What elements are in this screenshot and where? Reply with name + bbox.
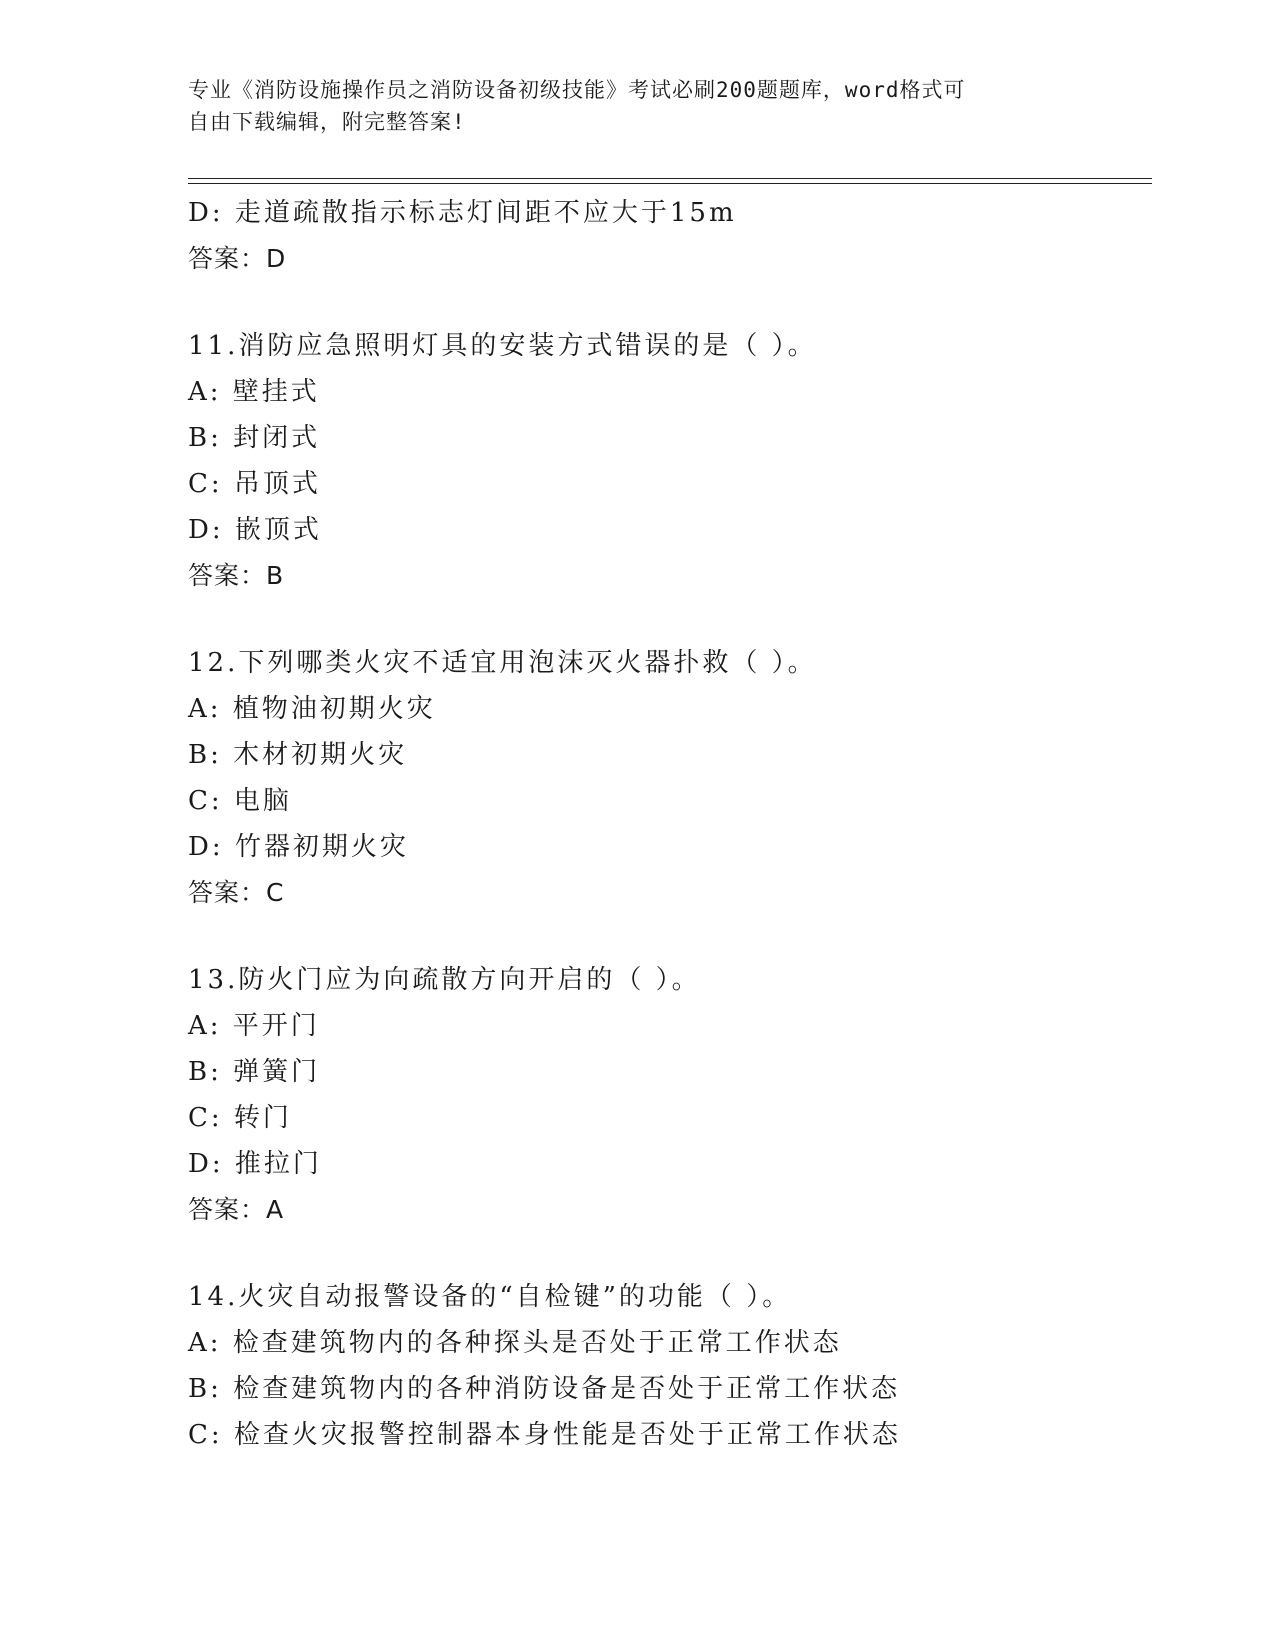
question-stem: 13.防火门应为向疏散方向开启的（ ）。 [188, 965, 701, 995]
question-content [188, 190, 1152, 1458]
question-13 [188, 957, 1152, 1233]
option-a: A: 壁挂式 [188, 377, 320, 407]
option-c: C: 检查火灾报警控制器本身性能是否处于正常工作状态 [188, 1420, 901, 1450]
question-stem: 14.火灾自动报警设备的“自检键”的功能（ ）。 [188, 1282, 792, 1312]
question-stem: 11.消防应急照明灯具的安装方式错误的是（ ）。 [188, 331, 817, 361]
option-a: A: 植物油初期火灾 [188, 694, 436, 724]
question-12 [188, 640, 1152, 916]
header-divider-top [188, 178, 1152, 179]
option-a: A: 平开门 [188, 1011, 320, 1041]
document-header [188, 74, 1068, 138]
option-b: B: 检查建筑物内的各种消防设备是否处于正常工作状态 [188, 1374, 901, 1404]
answer-line: 答案：B [188, 561, 285, 590]
option-c: C: 吊顶式 [188, 469, 321, 499]
question-stem: 12.下列哪类火灾不适宜用泡沫灭火器扑救（ ）。 [188, 648, 817, 678]
option-c: C: 电脑 [188, 786, 292, 816]
option-c: C: 转门 [188, 1103, 292, 1133]
question-10-tail [188, 190, 1152, 282]
header-line-1: 专业《消防设施操作员之消防设备初级技能》考试必刷200题题库，word格式可 [188, 78, 966, 102]
question-11 [188, 323, 1152, 599]
option-d: D: 竹器初期火灾 [188, 832, 409, 862]
option-b: B: 木材初期火灾 [188, 740, 408, 770]
option-b: B: 封闭式 [188, 423, 321, 453]
answer-line: 答案：A [188, 1195, 285, 1224]
option-d: D: 走道疏散指示标志灯间距不应大于15m [188, 198, 737, 228]
question-14 [188, 1274, 1152, 1458]
option-d: D: 推拉门 [188, 1149, 322, 1179]
option-d: D: 嵌顶式 [188, 515, 322, 545]
option-b: B: 弹簧门 [188, 1057, 321, 1087]
answer-line: 答案：C [188, 878, 285, 907]
header-line-2: 自由下载编辑，附完整答案! [188, 110, 466, 134]
answer-line: 答案：D [188, 244, 287, 273]
header-divider-bottom [188, 183, 1152, 184]
option-a: A: 检查建筑物内的各种探头是否处于正常工作状态 [188, 1328, 842, 1358]
